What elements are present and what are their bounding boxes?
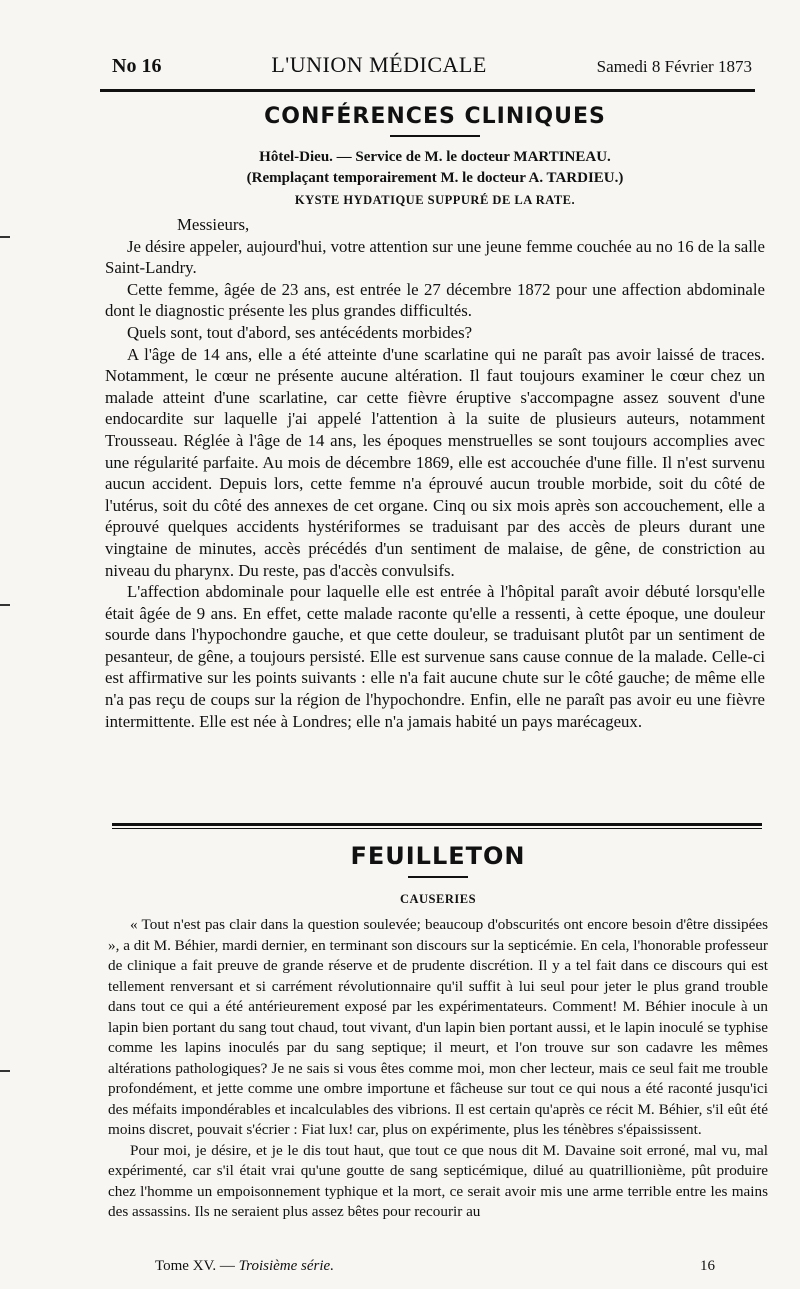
volume-label: Tome XV. — <box>155 1258 235 1274</box>
paragraph: Quels sont, tout d'abord, ses antécédents morbides? <box>127 322 473 342</box>
feuilleton-divider <box>112 823 762 829</box>
paragraph: Cette femme, âgée de 23 ans, est entrée le 27 décembre 1872 pour une affection abdominale dont le diagnostic présente les plus grandes difficultés. <box>105 279 765 321</box>
feuilleton-subtitle: CAUSERIES <box>399 892 477 906</box>
margin-mark <box>0 604 10 606</box>
paragraph: Je désire appeler, aujourd'hui, votre attention sur une jeune femme couchée au no 16 de la salle Saint-Landry. <box>105 236 765 278</box>
feuilleton-body <box>108 915 768 1223</box>
feuilleton-title-rule <box>408 876 468 878</box>
issue-number: No 16 <box>112 55 162 77</box>
feuilleton-section <box>108 842 768 1223</box>
paragraph: L'affection abdominale pour laquelle elle est entrée à l'hôpital paraît avoir débuté lorsqu'elle était âgée de 9 ans. En effet, cette malade raconte qu'elle a ressenti, à cette époque, une douleur sourde dans l'hypochondre gauche, et que cette douleur, se traduisant plutôt par un sentiment de pesanteur, de gêne, a toujours persisté. Elle est survenue sans cause connue de la malade. Celle-ci est affirmative sur les points suivants : elle n'a fait aucune chute sur le côté gauche; de même elle n'a pas reçu de coups sur la région de l'hypochondre. Enfin, elle ne paraît pas avoir eu une fièvre intermittente. Elle est née à Londres; elle n'a jamais habité un pays marécageux. <box>105 582 765 731</box>
title-rule <box>390 135 480 137</box>
page-number: 16 <box>700 1258 715 1274</box>
paragraph: A l'âge de 14 ans, elle a été atteinte d'une scarlatine qui ne paraît pas avoir laissé de traces. Notamment, le cœur ne présente aucune altération. Il faut toujours examiner le cœur chez un malade atteint d'une scarlatine, car cette fièvre éruptive s'accompagne assez souvent d'une endocardite sur laquelle j'ai appelé l'attention à la suite de plusieurs auteurs, notamment Trousseau. Réglée à l'âge de 14 ans, les époques menstruelles se sont toujours accomplies avec une régularité parfaite. Au mois de décembre 1869, elle est accouchée d'une fille. Il n'est survenu aucun accident. Depuis lors, cette femme n'a éprouvé aucun trouble morbide, soit du côté de l'utérus, soit du côté des annexes de cet organe. Cinq ou six mois après son accouchement, elle a éprouvé quelques accidents hystériformes se traduisant par des accès de pleurs durant une vingtaine de minutes, accès précédés d'un sentiment de malaise, de gêne, de constriction au niveau du pharynx. Du reste, pas d'accès convulsifs. <box>105 344 765 580</box>
volume-info <box>155 1258 334 1275</box>
hospital-line: Hôtel-Dieu. — Service de M. le docteur MARTINEAU. <box>259 149 611 165</box>
margin-mark <box>0 1070 10 1072</box>
conferences-section <box>105 104 765 732</box>
section-title: CONFÉRENCES CLINIQUES <box>264 104 606 129</box>
salutation: Messieurs, <box>177 215 250 234</box>
margin-mark <box>0 236 10 238</box>
series-label: Troisième série. <box>238 1258 334 1274</box>
issue-date: Samedi 8 Février 1873 <box>596 57 752 76</box>
case-title: KYSTE HYDATIQUE SUPPURÉ DE LA RATE. <box>294 193 576 207</box>
page-header <box>112 52 752 82</box>
paragraph: Pour moi, je désire, et je le dis tout haut, que tout ce que nous dit M. Davaine soit erroné, mal vu, mal expérimenté, car s'il était vrai qu'une goutte de sang septicémique, dilué au quatrillionième, pût produire chez l'homme un empoisonnement typhique et la mort, ce serait avoir mis une arme terrible entre les mains des assassins. Ils ne seraient plus assez bêtes pour recourir au <box>108 1141 768 1220</box>
feuilleton-title: FEUILLETON <box>350 842 526 870</box>
replacement-line: (Remplaçant temporairement M. le docteur A. TARDIEU.) <box>246 170 624 186</box>
journal-title: L'UNION MÉDICALE <box>271 52 487 77</box>
paragraph: « Tout n'est pas clair dans la question soulevée; beaucoup d'obscurités ont encore besoin d'être dissipées », a dit M. Béhier, mardi dernier, en terminant son discours sur la septicémie. En cela, l'honorable professeur de clinique a fait preuve de grande réserve et de prudente discrétion. Il y a tel fait dans ce discours qui est tellement renversant et si carrément révolutionnaire qu'il suffit à lui seul pour jeter le plus grand trouble dans tout ce qui a été antérieurement exposé par les expérimentateurs. Comment! M. Béhier inocule à un lapin bien portant du sang tout chaud, tout vivant, d'un lapin bien portant aussi, et le lapin inoculé se typhise comme les lapins inoculés par du sang septique; il meurt, et l'on trouve sur son cadavre les mêmes altérations pathologiques? Je ne sais si vous êtes comme moi, mon cher lecteur, mais ce seul fait me trouble profondément, et jette comme une ombre importune et fâcheuse sur tout ce qui nous a été raconté jusqu'ici des méfaits impondérables et incalculables des vibrions. Il est certain qu'après ce récit M. Béhier, s'il eût été moins discret, pouvait s'écrier : Fiat lux! car, plus on expérimente, plus les ténèbres s'épaississent. <box>108 916 768 1138</box>
header-rule <box>100 89 755 92</box>
conferences-body <box>105 214 765 732</box>
page-footer <box>155 1258 715 1275</box>
